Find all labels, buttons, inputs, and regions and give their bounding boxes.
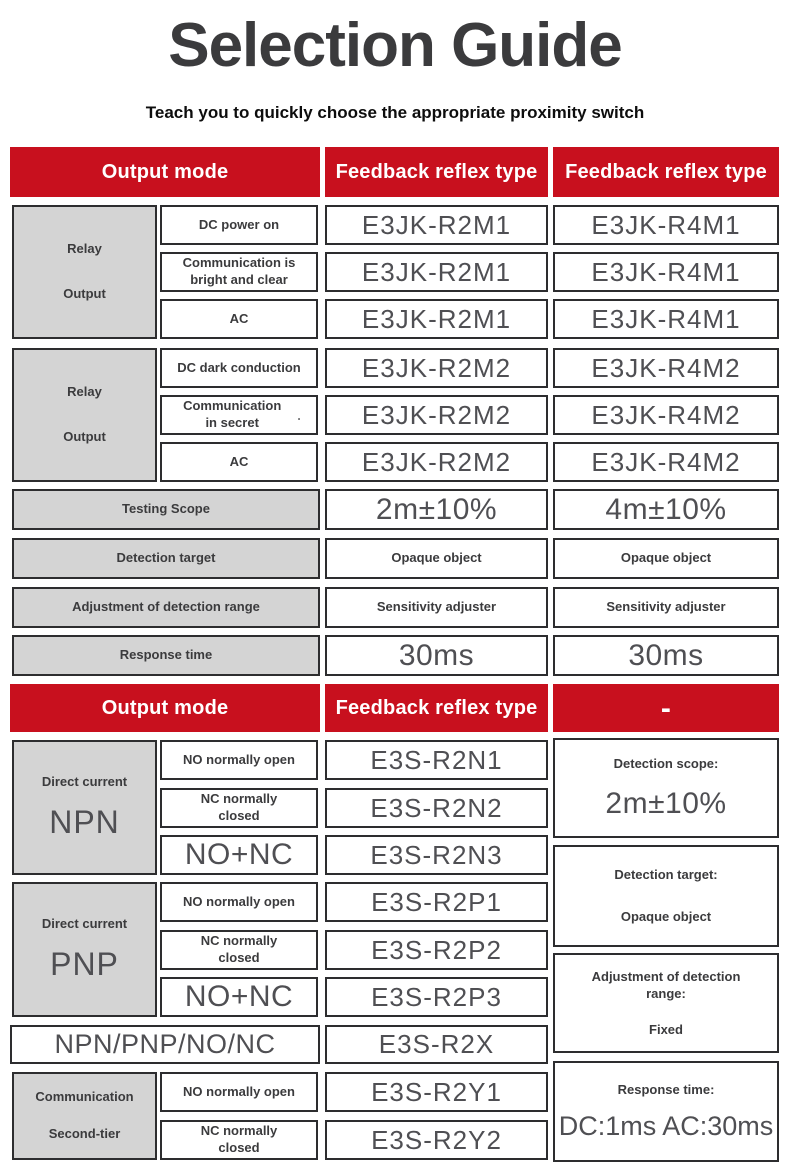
info-box-detection-target	[553, 845, 779, 947]
table1-header-feedback-reflex-1: Feedback reflex type	[325, 147, 548, 197]
condition-cell: NC normally closed	[160, 930, 318, 970]
side-label-big: PNP	[50, 946, 119, 983]
model-cell: E3S-R2P2	[325, 930, 548, 970]
side-label: Direct current	[41, 915, 128, 931]
spec-name-cell: Response time	[12, 635, 320, 676]
table2-header-dash: -	[553, 684, 779, 732]
condition-cell: Communication is bright and clear	[160, 252, 318, 292]
model-cell: E3JK-R2M1	[325, 205, 548, 245]
table2-header-output-mode: Output mode	[10, 684, 320, 732]
info-box-value: 2m±10%	[605, 786, 727, 820]
stray-dot: .	[297, 407, 301, 423]
condition-cell: AC	[160, 299, 318, 339]
condition-cell: AC	[160, 442, 318, 482]
condition-cell: NC normally closed	[160, 788, 318, 828]
table1-header-output-mode: Output mode	[10, 147, 320, 197]
condition-cell: NO normally open	[160, 1072, 318, 1112]
side-label: Communication	[35, 1089, 134, 1105]
model-cell: E3S-R2Y1	[325, 1072, 548, 1112]
model-cell: E3S-R2N2	[325, 788, 548, 828]
condition-cell: NO+NC	[160, 835, 318, 875]
side-label: Output	[63, 429, 106, 444]
condition-cell: DC power on	[160, 205, 318, 245]
condition-cell: NO+NC	[160, 977, 318, 1017]
spec-value-cell: Sensitivity adjuster	[553, 587, 779, 628]
model-cell: E3S-R2P3	[325, 977, 548, 1017]
spec-value-cell: 30ms	[553, 635, 779, 676]
model-cell: E3S-R2X	[325, 1025, 548, 1064]
info-box-adjustment-range	[553, 953, 779, 1053]
spec-value-cell: Sensitivity adjuster	[325, 587, 548, 628]
model-cell: E3S-R2P1	[325, 882, 548, 922]
side-cell-npn	[12, 740, 157, 875]
info-box-response-time	[553, 1061, 779, 1162]
condition-cell: NO normally open	[160, 740, 318, 780]
info-box-detection-scope	[553, 738, 779, 838]
model-cell: E3JK-R4M2	[553, 348, 779, 388]
model-cell: E3JK-R4M2	[553, 395, 779, 435]
model-cell: E3S-R2N1	[325, 740, 548, 780]
spec-value-cell: Opaque object	[325, 538, 548, 579]
page-title: Selection Guide	[168, 11, 622, 80]
spec-value-cell: Opaque object	[553, 538, 779, 579]
model-cell: E3JK-R2M1	[325, 252, 548, 292]
model-cell: E3S-R2Y2	[325, 1120, 548, 1160]
info-box-title: Adjustment of detection range:	[591, 968, 741, 1002]
side-label: Relay	[67, 384, 102, 400]
model-cell: E3JK-R2M2	[325, 348, 548, 388]
condition-label: Communication in secret	[183, 398, 282, 430]
model-cell: E3JK-R2M2	[325, 442, 548, 482]
spec-name-cell: Detection target	[12, 538, 320, 579]
model-cell: E3JK-R2M1	[325, 299, 548, 339]
condition-cell	[160, 395, 318, 435]
info-box-title: Response time:	[617, 1082, 715, 1098]
side-label-big: NPN	[49, 804, 120, 841]
side-cell-pnp	[12, 882, 157, 1017]
spec-value-cell: 30ms	[325, 635, 548, 676]
side-label: Output	[63, 286, 106, 301]
info-box-value: Fixed	[649, 1021, 683, 1037]
info-box-title: Detection scope:	[613, 756, 719, 772]
side-cell-relay-output-1	[12, 205, 157, 339]
side-cell-communication	[12, 1072, 157, 1160]
table2-header-feedback-reflex: Feedback reflex type	[325, 684, 548, 732]
side-label: Direct current	[41, 773, 128, 789]
spec-value-cell: 4m±10%	[553, 489, 779, 530]
model-cell: E3JK-R2M2	[325, 395, 548, 435]
spec-value-cell: 2m±10%	[325, 489, 548, 530]
side-cell-relay-output-2	[12, 348, 157, 482]
info-box-value: DC:1ms AC:30ms	[558, 1110, 774, 1141]
condition-cell: DC dark conduction	[160, 348, 318, 388]
side-label: Relay	[67, 241, 102, 257]
condition-cell: NC normally closed	[160, 1120, 318, 1160]
side-label: Second-tier	[48, 1126, 121, 1141]
info-box-title: Detection target:	[614, 867, 718, 883]
model-cell: E3JK-R4M1	[553, 205, 779, 245]
spec-name-cell: Testing Scope	[12, 489, 320, 530]
model-cell: E3JK-R4M2	[553, 442, 779, 482]
condition-cell-all-modes: NPN/PNP/NO/NC	[10, 1025, 320, 1064]
spec-name-cell: Adjustment of detection range	[12, 587, 320, 628]
model-cell: E3JK-R4M1	[553, 299, 779, 339]
info-box-value: Opaque object	[620, 909, 712, 924]
model-cell: E3JK-R4M1	[553, 252, 779, 292]
condition-cell: NO normally open	[160, 882, 318, 922]
model-cell: E3S-R2N3	[325, 835, 548, 875]
table1-header-feedback-reflex-2: Feedback reflex type	[553, 147, 779, 197]
page-subtitle: Teach you to quickly choose the appropriate proximity switch	[145, 103, 645, 122]
